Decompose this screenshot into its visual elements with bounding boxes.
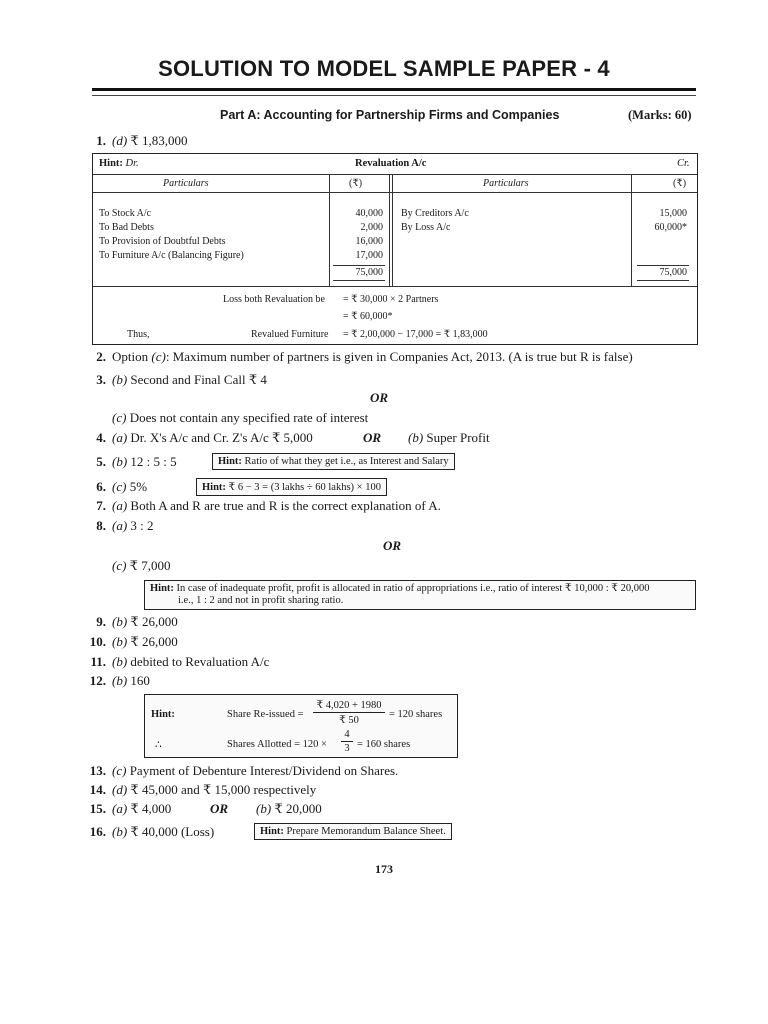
hint-box-q5: Hint: Ratio of what they get i.e., as Interest and Salary (212, 453, 455, 470)
cr-label: Cr. (677, 158, 690, 169)
part-title: Part A: Accounting for Partnership Firms and Companies (220, 108, 560, 122)
note-loss-label: Loss both Revaluation be (223, 294, 325, 305)
debit-row-label: To Bad Debts (99, 222, 154, 233)
credit-row-label: By Creditors A/c (401, 208, 469, 219)
debit-row-amount: 17,000 (355, 250, 383, 261)
hint-label: Hint: Dr. (99, 158, 139, 169)
debit-row-amount: 2,000 (360, 222, 383, 233)
or-label: OR (363, 430, 382, 445)
debit-row-amount: 40,000 (355, 208, 383, 219)
credit-row-label: By Loss A/c (401, 222, 451, 233)
hint-box-q12: Hint: Share Re-issued = ₹ 4,020 + 1980 ₹ 50 = 120 shares ∴ Shares Allotted = 120 × 4 3 = 160 shares (144, 694, 458, 758)
page-title: SOLUTION TO MODEL SAMPLE PAPER - 4 (158, 56, 610, 81)
or-label: OR (370, 390, 389, 405)
debit-row-label: To Provision of Doubtful Debts (99, 236, 226, 247)
credit-amount-header: (₹) (673, 178, 687, 189)
debit-total: 75,000 (355, 267, 383, 278)
hint-box-q8: Hint: In case of inadequate profit, profit is allocated in ratio of appropriations i.e., ratio of interest ₹ 10,000 : ₹ 20,000 i.e., 1 : 2 and not in profit sharing ratio. (144, 580, 696, 610)
note-loss-value: = ₹ 30,000 × 2 Partners (343, 294, 439, 305)
fraction-share-reissued: ₹ 4,020 + 1980 ₹ 50 (313, 699, 385, 726)
therefore-symbol: ∴ (155, 740, 162, 751)
debit-amount-header: (₹) (349, 178, 363, 189)
title-rule-thin (92, 95, 696, 96)
page-number: 173 (375, 862, 393, 876)
note-furniture-label: Revalued Furniture (251, 329, 329, 340)
credit-total: 75,000 (659, 267, 687, 278)
marks-label: (Marks: 60) (628, 108, 692, 122)
hint-box-q6: Hint: ₹ 6 − 3 = (3 lakhs ÷ 60 lakhs) × 100 (196, 478, 387, 496)
debit-row-label: To Stock A/c (99, 208, 152, 219)
credit-particulars-header: Particulars (483, 178, 529, 189)
note-furniture-value: = ₹ 2,00,000 − 17,000 = ₹ 1,83,000 (343, 329, 488, 340)
debit-row-amount: 16,000 (355, 236, 383, 247)
fraction-four-thirds: 4 3 (341, 729, 353, 754)
title-rule-thick (92, 88, 696, 91)
note-thus: Thus, (127, 329, 150, 340)
credit-row-amount: 60,000* (654, 222, 687, 233)
or-label: OR (383, 538, 402, 553)
credit-row-amount: 15,000 (659, 208, 687, 219)
debit-row-label: To Furniture A/c (Balancing Figure) (99, 250, 244, 261)
account-name: Revaluation A/c (355, 158, 427, 169)
note-loss-total: = ₹ 60,000* (343, 311, 393, 322)
debit-particulars-header: Particulars (163, 178, 209, 189)
revaluation-account-table (92, 153, 698, 345)
or-label: OR (210, 801, 229, 816)
hint-box-q16: Hint: Prepare Memorandum Balance Sheet. (254, 823, 452, 840)
